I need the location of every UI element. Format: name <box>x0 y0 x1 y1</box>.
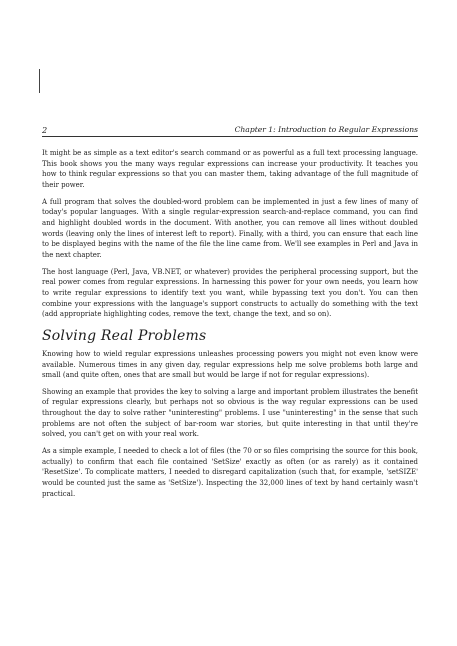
paragraph-intro: It might be as simple as a text editor's search command or as powerful as a full text processing language. This book shows you the many ways regular expressions can increase your productivity. It teaches you how to think regular expressions so that you can master them, taking advantage of the full magnitude of their power. <box>42 149 418 189</box>
page-number: 2 <box>42 125 48 135</box>
chapter-title: Chapter 1: Introduction to Regular Expressions <box>234 125 418 134</box>
paragraph-example: Showing an example that provides the key to solving a large and important problem illustrates the benefit of regular expressions clearly, but perhaps not so obvious is the way regular expressions can be used throughout the day to solve rather "uninteresting" problems. I use "uninteresting" in the sense that such problems are not often the subject of bar-room war stories, but quite interesting in that until they're solved, you can't get on with your real work. <box>42 387 418 439</box>
paragraph-host-language: The host language (Perl, Java, VB.NET, or whatever) provides the peripheral processing support, but the real power comes from regular expressions. In harnessing this power for your own needs, you learn how to write regular expressions to identify text you want, while bypassing text you don't. You can then combine your expressions with the language's support constructs to actually do something with the text (add appropriate highlighting codes, remove the text, change the text, and so on). <box>42 267 418 319</box>
page-body <box>42 148 418 505</box>
margin-change-bar <box>39 69 40 93</box>
paragraph-knowing: Knowing how to wield regular expressions unleashes processing powers you might not even know were available. Numerous times in any given day, regular expressions help me solve problems both large and small (and quite often, ones that are small but would be large if not for regular expressions). <box>42 349 418 380</box>
section-heading: Solving Real Problems <box>42 327 207 344</box>
paragraph-doubled-word: A full program that solves the doubled-word problem can be implemented in just a few lines of many of today's popular languages. With a single regular-expression search-and-replace command, you can find and highlight doubled words in the document. With another, you can remove all lines without doubled words (leaving only the lines of interest left to report). Finally, with a third, you can ensure that each line to be displayed begins with the name of the file the line came from. We'll see examples in Perl and Java in the next chapter. <box>42 197 418 259</box>
header-rule <box>42 136 418 137</box>
paragraph-simple-example: As a simple example, I needed to check a lot of files (the 70 or so files comprising the source for this book, actually) to confirm that each file contained 'SetSize' exactly as often (or as rarely) as it contained 'ResetSize'. To complicate matters, I needed to disregard capitalization (such that, for example, 'setSIZE' would be counted just the same as 'SetSize'). Inspecting the 32,000 lines of text by hand certainly wasn't practical. <box>42 447 418 498</box>
